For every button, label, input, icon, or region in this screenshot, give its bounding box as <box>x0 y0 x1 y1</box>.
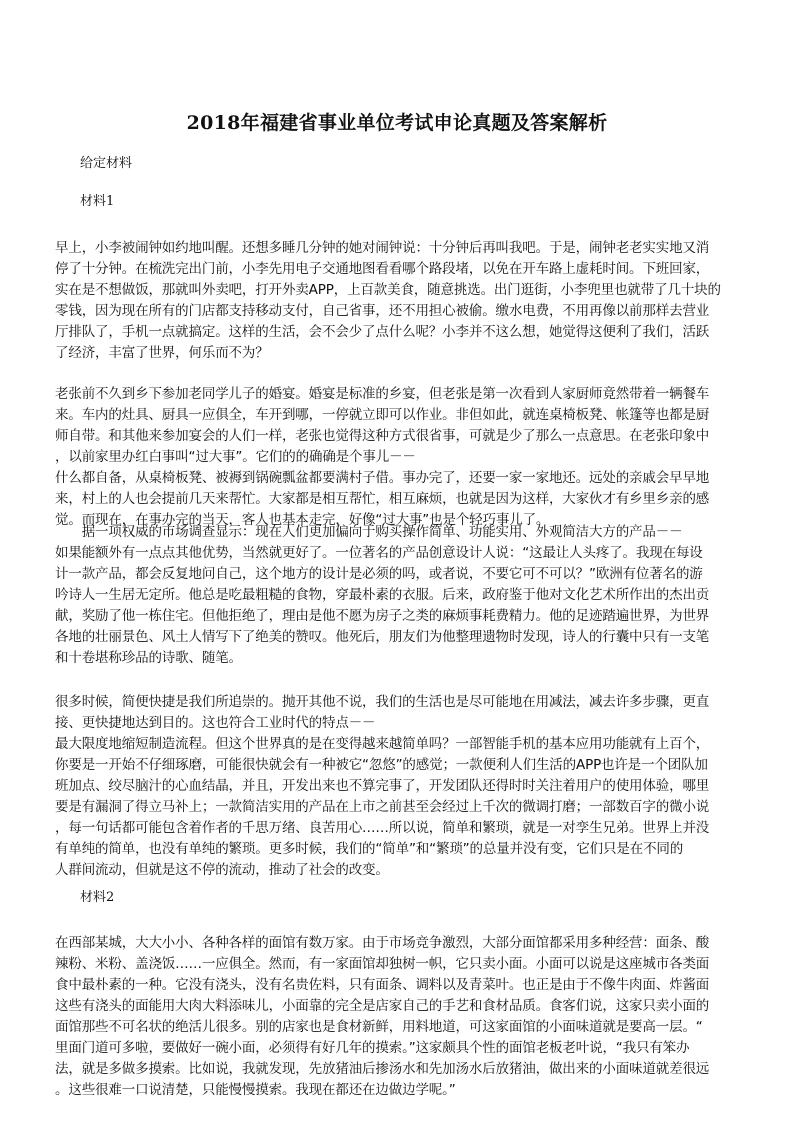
text-line: 要是有漏洞了得立马补上；一款简洁实用的产品在上市之前甚至会经过上千次的微调打磨；一部数百字的微小说 <box>55 799 710 815</box>
text-line: 里面门道可多啦，要做好一碗小面，必须得有好几年的摸索。”这家颇具个性的面馆老板老叶说，“我只有笨办 <box>55 1040 690 1056</box>
text-line: 接、更快捷地达到目的。这也符合工业时代的特点－－ <box>55 715 376 731</box>
paragraph <box>55 384 741 531</box>
text-line: 停了十分钟。在梳洗完出门前，小李先用电子交通地图看看哪个路段堵，以免在开车路上虚耗时间。下班回家， <box>55 261 710 277</box>
text-line: 厅排队了，手机一点就搞定。这样的生活，会不会少了点什么呢？小李并不这么想，她觉得这便利了我们，活跃 <box>55 324 710 340</box>
text-line: 师自带。和其他来参加宴会的人们一样，老张也觉得这种方式很省事，可就是少了那么一点意思。在老张印象中 <box>55 428 710 444</box>
text-line: ，每一句话都可能包含着作者的千思万绪、良苦用心……所以说，简单和繁琐，就是一对孪生兄弟。世界上并没 <box>55 820 710 836</box>
text-line: 零钱，因为现在所有的门店都支持移动支付，自己省事，还不用担心被偷。缴水电费，不用再像以前那样去营业 <box>55 303 710 319</box>
text-line: ，以前家里办红白事叫“过大事”。它们的的确确是个事儿－－ <box>55 449 416 465</box>
paragraph <box>55 692 741 881</box>
paragraph <box>55 933 741 1101</box>
paragraph <box>55 522 741 669</box>
material1-label: 材料1 <box>80 194 115 209</box>
text-line: 老张前不久到乡下参加老同学儿子的婚宴。婚宴是标准的乡宴，但老张是第一次看到人家厨师竟然带着一辆餐车 <box>55 386 710 402</box>
text-line: 来，村上的人也会提前几天来帮忙。大家都是相互帮忙，相互麻烦，也就是因为这样，大家伙才有乡里乡亲的感 <box>55 491 710 507</box>
text-line: 吟诗人一生居无定所。他总是吃最粗糙的食物，穿最朴素的衣服。后来，政府鉴于他对文化艺术所作出的杰出贡 <box>55 587 710 603</box>
text-line: 有单纯的简单，也没有单纯的繁琐。更多时候，我们的“简单”和“繁琐”的总量并没有变，它们只是在不同的 <box>55 841 684 857</box>
text-line: 什么都自备，从桌椅板凳、被褥到锅碗瓢盆都要满村子借。事办完了，还要一家一家地还。远处的亲戚会早早地 <box>55 470 710 486</box>
document-title: 2018年福建省事业单位考试申论真题及答案解析 <box>186 112 608 134</box>
paragraph <box>55 238 741 364</box>
text-line: 觉。而现在，在事办完的当天，客人也基本走完，好像“过大事”也是个轻巧事儿了。 <box>55 512 550 528</box>
text-line: 如果能额外有一点点其他优势，当然就更好了。一位著名的产品创意设计人说：“这最让人头疼了。我现在每设 <box>55 545 703 561</box>
text-line: 各地的壮丽景色、风土人情写下了绝美的赞叹。他死后，朋友们为他整理遗物时发现，诗人的行囊中只有一支笔 <box>55 629 710 645</box>
text-line: 据一项权威的市场调查显示：现在人们更加偏向于购买操作简单、功能实用、外观简洁大方的产品－－ <box>55 524 683 540</box>
text-line: 计一款产品，都会反复地问自己，这个地方的设计是必须的吗，或者说，不要它可不可以？”欧洲有位著名的游 <box>55 566 703 582</box>
text-line: 这些有浇头的面能用大肉大料添味儿，小面靠的完全是店家自己的手艺和食材品质。食客们说，这家只卖小面的 <box>55 998 710 1014</box>
text-line: 。这些很难一口说清楚，只能慢慢摸索。我现在都还在边做边学呢。” <box>55 1082 456 1098</box>
text-line: 和十卷堪称珍品的诗歌、随笔。 <box>55 650 242 666</box>
text-line: 法，就是多做多摸索。比如说，我就发现，先放猪油后掺汤水和先加汤水后放猪油，做出来的小面味道就差很远 <box>55 1061 710 1077</box>
text-line: 早上，小李被闹钟如约地叫醒。还想多睡几分钟的她对闹钟说：十分钟后再叫我吧。于是，闹钟老老实实地又消 <box>55 240 710 256</box>
material2-label: 材料2 <box>80 890 115 905</box>
text-line: 最大限度地缩短制造流程。但这个世界真的是在变得越来越简单吗？一部智能手机的基本应用功能就有上百个， <box>55 736 710 752</box>
text-line: 面馆那些不可名状的绝活儿很多。别的店家也是食材新鲜，用料地道，可这家面馆的小面味道就是要高一层。“ <box>55 1019 703 1035</box>
text-line: 辣粉、米粉、盖浇饭……一应俱全。然而，有一家面馆却独树一帜，它只卖小面。小面可以说是这座城市各类面 <box>55 956 710 972</box>
text-line: 献，奖励了他一栋住宅。但他拒绝了，理由是他不愿为房子之类的麻烦事耗费精力。他的足迹踏遍世界，为世界 <box>55 608 710 624</box>
text-line: 食中最朴素的一种。它没有浇头，没有名贵佐料，只有面条、调料以及青菜叶。也正是由于不像牛肉面、炸酱面 <box>55 977 710 993</box>
text-line: 来。车内的灶具、厨具一应俱全，车开到哪，一停就立即可以作业。非但如此，就连桌椅板凳、帐篷等也都是厨 <box>55 407 710 423</box>
text-line: 班加点、绞尽脑汁的心血结晶，并且，开发出来也不算完事了，开发团队还得时时关注着用户的使用体验，哪里 <box>55 778 710 794</box>
text-line: 人群间流动，但就是这不停的流动，推动了社会的改变。 <box>55 862 389 878</box>
text-line: 你要是一开始不仔细琢磨，可能很快就会有一种被它“忽悠”的感觉；一款便利人们生活的APP也许是一个团队加 <box>55 757 708 773</box>
text-line: 很多时候，简便快捷是我们所追崇的。抛开其他不说，我们的生活也是尽可能地在用减法，减去许多步骤，更直 <box>55 694 710 710</box>
text-line: 实在是不想做饭，那就叫外卖吧，打开外卖APP，上百款美食，随意挑选。出门逛街，小李兜里也就带了几十块的 <box>55 282 721 298</box>
text-line: 了经济，丰富了世界，何乐而不为？ <box>55 345 269 361</box>
text-line: 在西部某城，大大小小、各种各样的面馆有数万家。由于市场竞争激烈，大部分面馆都采用多种经营：面条、酸 <box>55 935 710 951</box>
section-label: 给定材料 <box>80 156 133 171</box>
